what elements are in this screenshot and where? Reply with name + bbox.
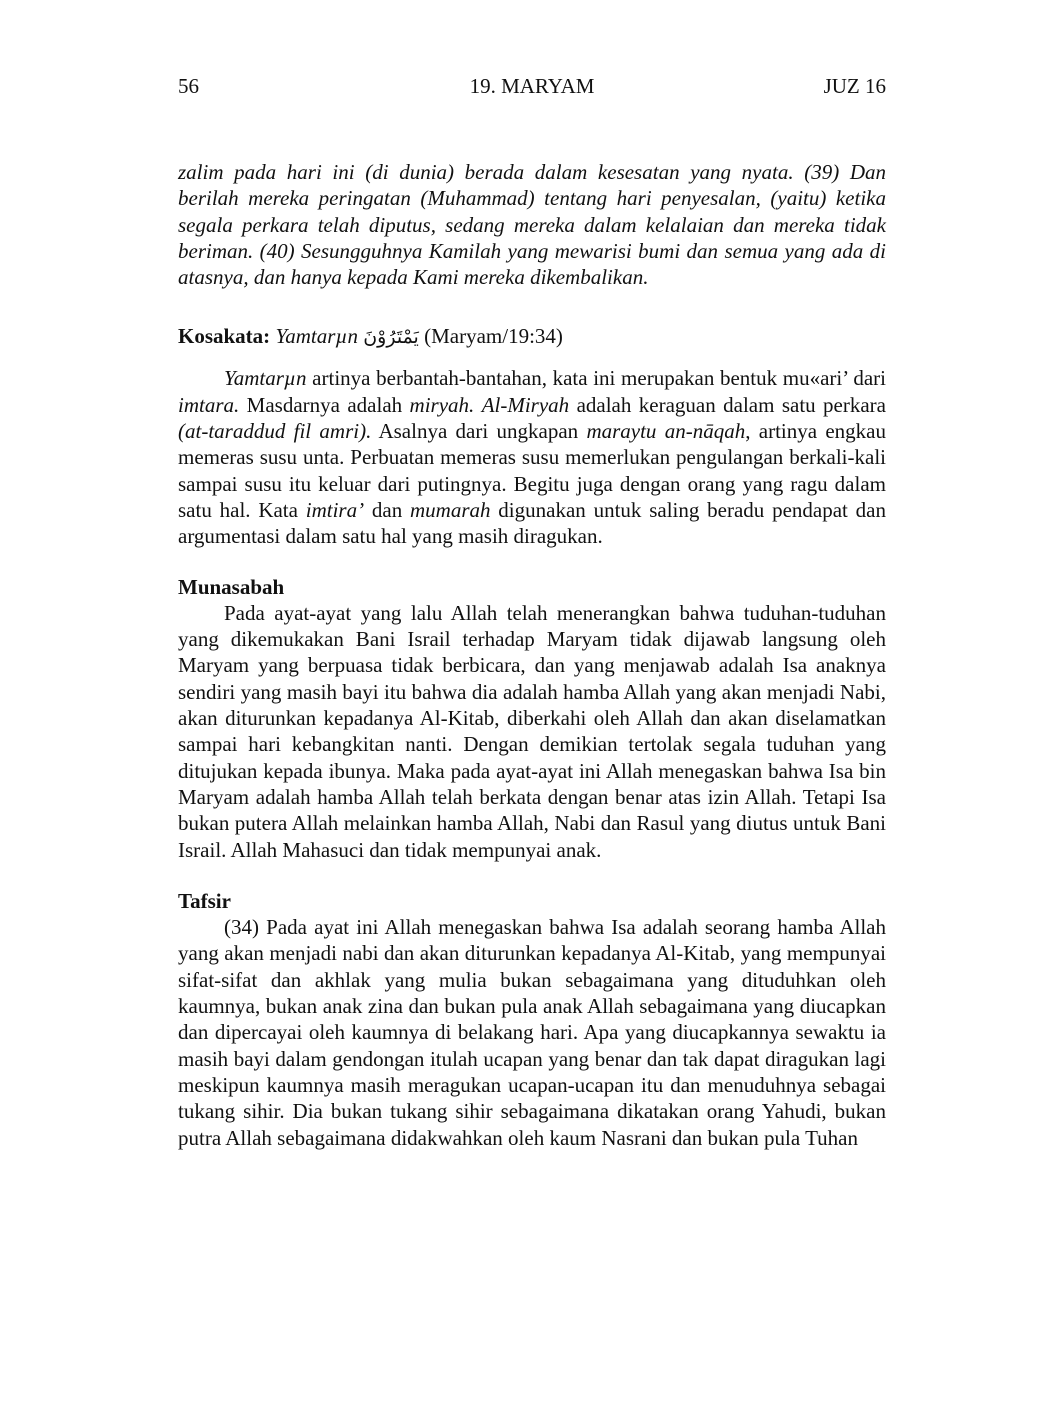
kosakata-text: digunakan untuk saling beradu pendapat dan argumentasi dalam satu hal yang masih diragukan.: [178, 497, 886, 549]
kosakata-reference: (Maryam/19:34): [424, 324, 563, 349]
munasabah-paragraph: Pada ayat-ayat yang lalu Allah telah menerangkan bahwa tuduhan-tuduhan yang dikemukakan Bani Israil terhadap Maryam tidak dijawab langsung oleh Maryam yang berpuasa tidak berbicara, dan yang menjawab adalah Isa anaknya sendiri yang masih bayi itu bahwa dia adalah hamba Allah yang akan menjadi Nabi, akan diturunkan kepadanya Al-Kitab, diberkahi oleh Allah dan akan diselamatkan sampai hari kebangkitan nanti. Dengan demikian tertolak segala tuduhan yang ditujukan kepada ibunya. Maka pada ayat-ayat ini Allah menegaskan bahwa Isa bin Maryam adalah hamba Allah telah berkata dengan benar atas izin Allah. Tetapi Isa bukan putera Allah melainkan hamba Allah, Nabi dan Rasul yang diutus untuk Bani Israil. Allah Mahasuci dan tidak mempunyai anak.: [178, 600, 886, 862]
kosakata-arabic-term: يَمْتَرُوْنَ: [363, 326, 419, 349]
running-header: [178, 70, 886, 102]
kosakata-text-miryah: miryah.: [409, 392, 475, 417]
kosakata-text-imtira: imtira’: [305, 497, 365, 522]
kosakata-text-at-taraddud: (at-taraddud fil amri).: [178, 419, 372, 444]
kosakata-text: Asalnya dari ungkapan: [371, 419, 587, 444]
kosakata-text: , artinya engkau memeras susu unta. Perbuatan memeras susu memerlukan pengulangan berkali-kali sampai susu itu keluar dari putingnya. Begitu juga dengan orang yang ragu dalam satu hal. Kata: [178, 419, 886, 522]
kosakata-paragraph: [178, 365, 886, 549]
chapter-title: 19. MARYAM: [469, 74, 595, 98]
kosakata-term: Yamtarµn: [275, 324, 358, 349]
kosakata-text-maraytu: maraytu an-nāqah: [586, 419, 746, 444]
kosakata-text: Masdarnya adalah: [239, 392, 410, 417]
kosakata-text-mumarah: mumarah: [410, 497, 491, 522]
tafsir-heading: Tafsir: [178, 888, 231, 913]
munasabah-heading: Munasabah: [178, 574, 285, 599]
translation-paragraph: zalim pada hari ini (di dunia) berada dalam kesesatan yang nyata. (39) Dan berilah mereka peringatan (Muhammad) tentang hari penyesalan, (yaitu) ketika segala perkara telah diputus, sedang mereka dalam kelalaian dan mereka tidak beriman. (40) Sesungguhnya Kamilah yang mewarisi bumi dan semua yang ada di atasnya, dan hanya kepada Kami mereka dikembalikan.: [178, 160, 886, 290]
kosakata-text-imtara: imtara.: [178, 392, 240, 417]
kosakata-text-al-miryah: Al-Miryah: [481, 392, 570, 417]
kosakata-heading: [178, 322, 886, 351]
kosakata-label: Kosakata:: [178, 324, 271, 349]
kosakata-text: dan: [364, 497, 410, 522]
tafsir-paragraph: (34) Pada ayat ini Allah menegaskan bahwa Isa adalah seorang hamba Allah yang akan menjadi nabi dan akan diturunkan kepadanya Al-Kitab, yang mempunyai sifat-sifat dan akhlak yang mulia bukan sebagaimana yang dituduhkan oleh kaumnya, bukan anak zina dan bukan pula anak Allah sebagaimana yang diucapkan dan dipercayai oleh kaumnya di belakang hari. Apa yang diucapkannya sewaktu ia masih bayi dalam gendongan itulah ucapan yang benar dan tak dapat diragukan lagi meskipun kaumnya masih meragukan ucapan-ucapan itu dan menuduhnya sebagai tukang sihir. Dia bukan tukang sihir sebagaimana dikatakan orang Yahudi, bukan putra Allah sebagaimana didakwahkan oleh kaum Nasrani dan bukan pula Tuhan: [178, 915, 886, 1150]
page-number: 56: [178, 74, 199, 98]
juz-label: JUZ 16: [823, 74, 886, 98]
kosakata-text: [474, 393, 481, 417]
document-page: [178, 70, 886, 1151]
kosakata-text-term: Yamtarµn: [224, 366, 307, 391]
kosakata-text: artinya berbantah-bantahan, kata ini merupakan bentuk mu«ari’ dari: [306, 366, 886, 391]
kosakata-text: adalah keraguan dalam satu perkara: [569, 392, 886, 417]
